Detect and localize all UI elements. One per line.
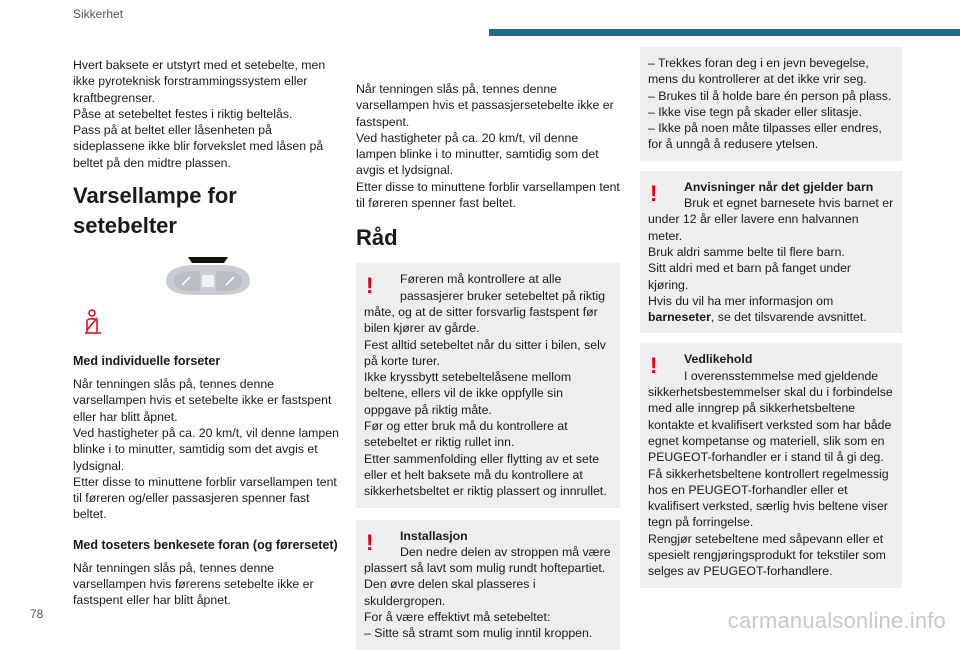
section-heading: Varsellampe for setebelter [73,183,237,239]
column-1 [73,57,343,609]
requirement-4: – Ikke på noen måte tilpasses eller endres, for å unngå å redusere ytelsen. [648,121,882,152]
bench-seat-text: Når tenningen slås på, tennes denne varsellampen hvis førerens setebelte ikke er fastspent eller har blitt åpnet. [73,560,314,608]
intro-text-2: Påse at setebeltet festes i riktig beltelås. [73,106,293,121]
installation-text-2: Den øvre delen skal plasseres i skuldergropen. [364,577,536,608]
seatbelt-icon [83,309,343,339]
warning-icon: ! [650,353,658,379]
installation-text-3: For å være effektivt må setebeltet: [364,610,551,625]
installation-box [356,520,620,650]
passenger-text-2: Ved hastigheter på ca. 20 km/t, vil denne lampen blinke i to minutter, samtidig som det avgis et lydsignal. [356,130,599,178]
installation-text-4: – Sitte så stramt som mulig inntil kroppen. [364,626,593,641]
advice-text-5: Etter sammenfolding eller flytting av et sete eller et helt baksete må du kontrollere at sikkerhetsbeltet er riktig plassert og innrullet. [364,451,607,499]
seatbelt-warning-display-icon [73,253,343,301]
children-first-line: Bruk et egnet barnesete hvis barnet er [684,196,894,211]
page-number: 78 [30,607,44,621]
children-title: Anvisninger når det gjelder barn [684,179,874,194]
children-text-4: Hvis du vil ha mer informasjon om [648,293,834,308]
advice-text-3: Ikke kryssbytt setebeltelåsene mellom beltene, ellers vil de ikke oppfylle sin oppgave på riktig måte. [364,370,572,417]
individual-seats-text-1: Når tenningen slås på, tennes denne varsellampen hvis et setebelte ikke er fastspent eller har blitt åpnet. [73,377,332,424]
maintenance-title: Vedlikehold [684,352,753,367]
individual-seats-text-3: Etter disse to minuttene forblir varsellampen tent til føreren og/eller passasjeren spenner fast beltet. [73,474,337,522]
requirement-2: – Brukes til å holde bare én person på plass. [648,88,892,103]
installation-first-line: Den nedre delen av stroppen må være [400,544,611,559]
children-link-line [648,309,894,325]
passenger-text-3: Etter disse to minuttene forblir varsellampen tent til føreren spenner fast beltet. [356,179,620,211]
passenger-text-1: Når tenningen slås på, tennes denne varsellampen hvis et passasjersetebelte ikke er fastspent. [356,82,614,129]
children-text-3: Sitt aldri med et barn på fanget under kjøring. [648,261,852,292]
column-3 [640,47,902,596]
children-text-1: under 12 år eller lavere enn halvannen meter. [648,212,859,243]
watermark: carmanualsonline.info [727,608,946,633]
individual-seats-text-2: Ved hastigheter på ca. 20 km/t, vil denne lampen blinke i to minutter, samtidig som det avgis et lydsignal. [73,425,339,473]
advice-text-4: Før og etter bruk må du kontrollere at setebeltet er riktig rullet inn. [364,419,568,450]
requirement-1: – Trekkes foran deg i en jevn bevegelse, mens du kontrollerer at det ikke vrir seg. [648,56,869,87]
section-header: Sikkerhet [73,7,124,21]
advice-text-1: måte, og at de sitter forsvarlig fastspent før bilen kjører av gårde. [364,304,598,336]
child-seats-reference-suffix: , se det tilsvarende avsnittet. [710,310,867,325]
intro-text-1: Hvert baksete er utstyrt med et setebelte, men ikke pyroteknisk forstrammingssystem eller kraftbegrenser. [73,58,326,105]
subheading-bench-seat: Med toseters benkesete foran (og førersetet) [73,537,338,552]
belt-requirements-box [640,47,902,161]
maintenance-text-2: Få sikkerhetsbeltene kontrollert regelmessig hos en PEUGEOT-forhandler eller et kvalifisert verksted, særlig hvis beltene viser tegn på forringelse. [648,466,889,530]
advice-first-line: Føreren må kontrollere at alle passasjerer bruker setebeltet på riktig [400,272,606,303]
warning-icon: ! [650,180,658,206]
intro-text-3: Pass på at beltet eller låsenheten på sideplassene ikke blir forvekslet med låsen på beltet på den midtre plassen. [73,123,324,170]
children-text-2: Bruk aldri samme belte til flere barn. [648,244,845,259]
subheading-individual-seats: Med individuelle forseter [73,354,221,369]
installation-text-1: plassert så lavt som mulig rundt hoftepartiet. [364,561,606,576]
column-2 [356,81,620,658]
advice-text-2: Fest alltid setebeltet når du sitter i bilen, selv på korte turer. [364,337,606,368]
maintenance-text-1: sikkerhetsbestemmelser skal du i forbindelse med alle inngrep på sikkerhetsbeltene kontakte et kvalifisert verksted som har både egnet kompetanse og materiell, slik som en PEUGEOT-forhandler er i stand til å gi deg. [648,385,893,465]
maintenance-first-line: I overensstemmelse med gjeldende [684,368,879,383]
warning-icon: ! [366,529,374,555]
maintenance-box [640,343,902,587]
children-box [640,171,902,334]
warning-icon: ! [366,273,374,299]
advice-box [356,263,620,507]
installation-title: Installasjon [400,528,468,543]
maintenance-text-3: Rengjør setebeltene med såpevann eller et spesielt rengjøringsprodukt for tekstiler som selges av PEUGEOT-forhandlere. [648,531,886,579]
advice-heading: Råd [356,225,398,251]
child-seats-reference: barneseter [648,310,711,325]
header-accent-bar [489,29,960,36]
requirement-3: – Ikke vise tegn på skader eller slitasje. [648,104,862,119]
